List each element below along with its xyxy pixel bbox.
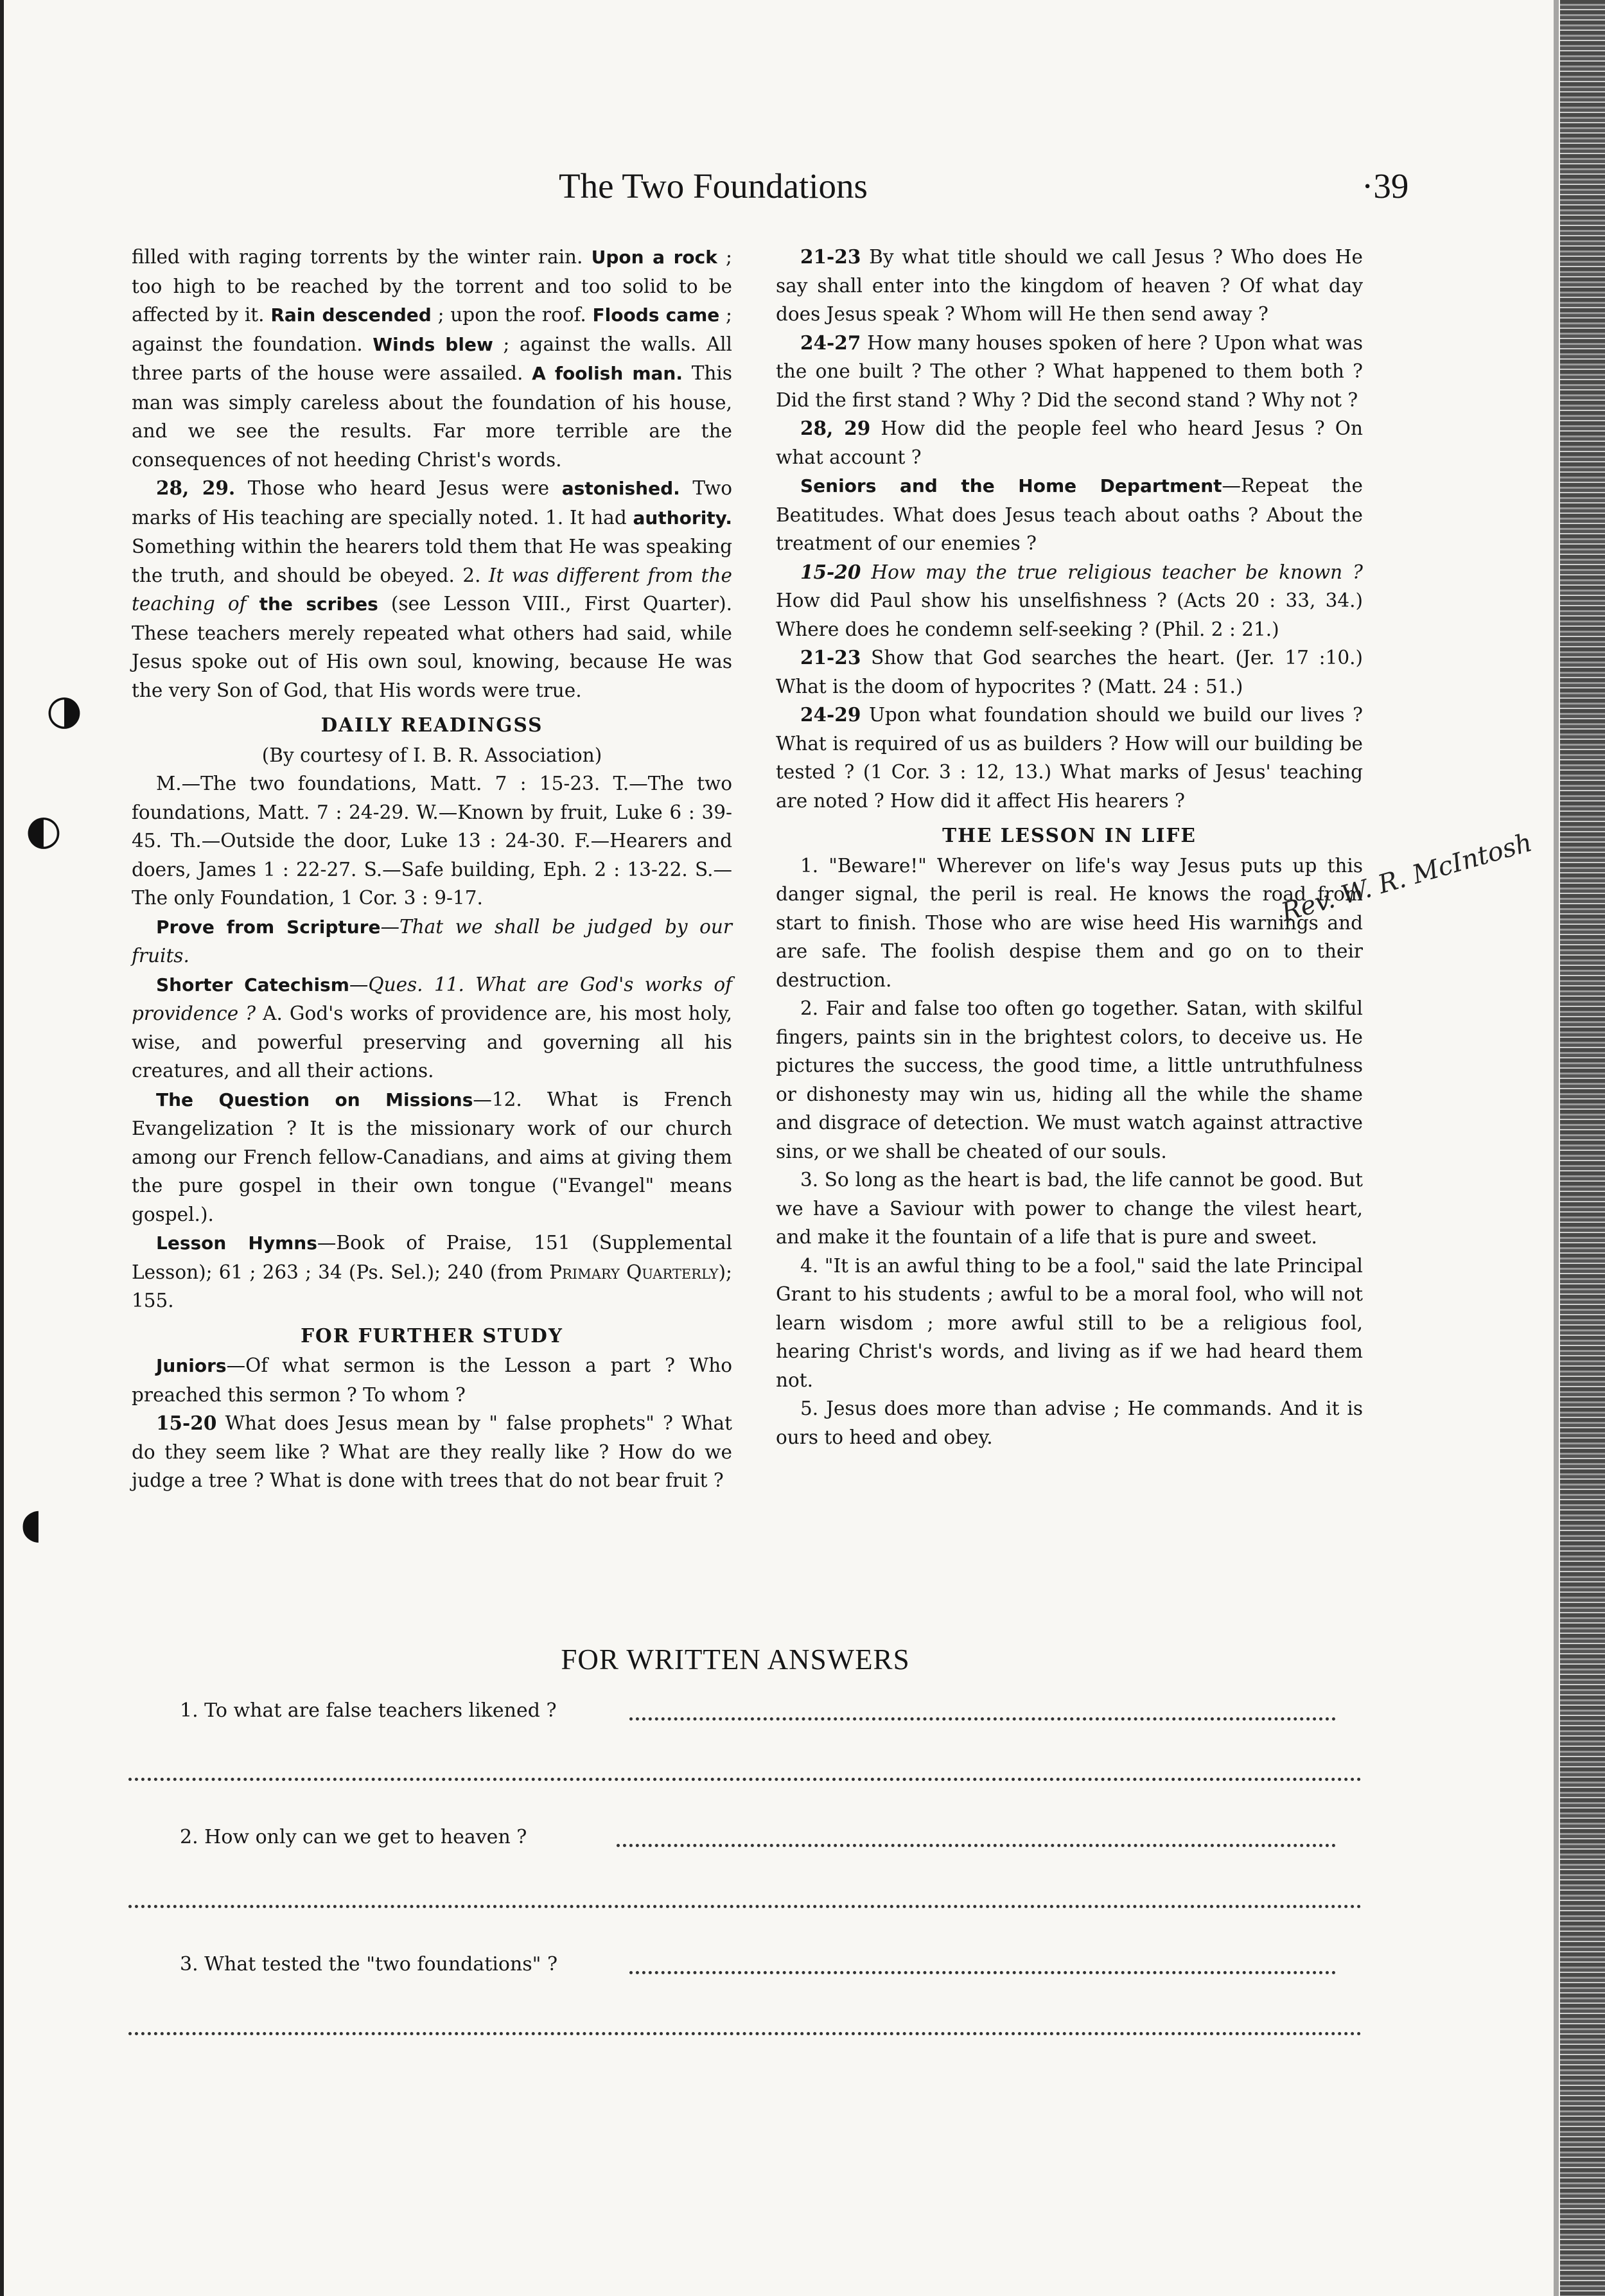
verse-number: 28, 29.	[156, 477, 236, 499]
prove-from-scripture	[132, 913, 732, 970]
question-15-20	[132, 1409, 732, 1495]
text: ; against the walls. All three parts of the house were assailed.	[132, 333, 732, 384]
text: —Of what sermon is the Lesson a part ? Who preached this sermon ? To whom ?	[132, 1354, 732, 1406]
text: ; upon the roof.	[431, 304, 593, 326]
binding-shadow	[1554, 0, 1559, 2296]
left-column	[132, 243, 732, 1495]
senior-question-21-23	[776, 644, 1363, 701]
verse-number: 15-20	[800, 560, 861, 583]
answer-line[interactable]	[617, 1844, 1336, 1847]
lesson-hymns	[132, 1229, 732, 1315]
small-caps-text: Primary Quarterly	[549, 1261, 719, 1283]
question-on-missions	[132, 1085, 732, 1229]
lesson-point-1: 1. "Beware!" Wherever on life's way Jesus puts up this danger signal, the peril is real. He knows the road from start to finish. Those who are wise heed His warnings and are safe. The foolish despise them and go on to their destruction.	[776, 854, 1363, 991]
text: Two marks of His teaching are specially noted. 1. It had	[132, 477, 733, 529]
written-answers-heading: FOR WRITTEN ANSWERS	[561, 1643, 910, 1676]
text: —12. What is French Evangelization ? It is the missionary work of our church among our French fellow-Canadians, and aims at giving them the pure gospel in their own tongue ("Evangel" means gospel.).	[132, 1088, 732, 1225]
page-title: The Two Foundations	[559, 166, 868, 206]
keyword: astonished.	[561, 478, 680, 499]
lesson-point-3: 3. So long as the heart is bad, the life cannot be good. But we have a Saviour with power to change the vilest heart, and make it the fountain of a life that is pure and sweet.	[776, 1169, 1363, 1248]
shorter-catechism	[132, 970, 732, 1085]
senior-question-15-20	[776, 558, 1363, 644]
question-text: What are God's works of providence ?	[132, 973, 732, 1024]
running-head	[128, 166, 1413, 217]
written-question-3: 3. What tested the "two foundations" ?	[180, 1953, 558, 1976]
page-left-edge	[0, 0, 4, 2296]
text: How did Paul show his unselfishness ? (Acts 20 : 33, 34.) Where does he condemn self-seeking ? (Phil. 2 : 21.)	[776, 590, 1363, 640]
italic-text: —That we shall be judged by our fruits.	[132, 915, 732, 967]
text: ; too high to be reached by the torrent and too solid to be affected by it.	[132, 246, 732, 326]
section-label: Shorter Catechism	[156, 974, 349, 995]
juniors-questions	[132, 1351, 732, 1409]
text: What does Jesus mean by " false prophets" ? What do they seem like ? What are they really like ? How do we judge a tree ? What is done with trees that do not bear fruit ?	[132, 1412, 732, 1491]
handwritten-signature: Rev. W. R. McIntosh	[1278, 827, 1536, 928]
paragraph-astonished	[132, 474, 732, 705]
paragraph-upon-a-rock	[132, 243, 732, 474]
keyword: Upon a rock	[591, 247, 717, 268]
section-label: The Question on Missions	[156, 1089, 473, 1110]
keyword: Rain descended	[270, 304, 432, 326]
section-label: Lesson Hymns	[156, 1232, 317, 1254]
answer-line[interactable]	[629, 1971, 1336, 1974]
text: By what title should we call Jesus ? Who does He say shall enter into the kingdom of heaven ? Of what day does Jesus speak ? Whom will He then send away ?	[776, 246, 1363, 325]
daily-readings-text: M.—The two foundations, Matt. 7 : 15-23. T.—The two foundations, Matt. 7 : 24-29. W.—Known by fruit, Luke 6 : 39-45. Th.—Outside the door, Luke 13 : 24-30. F.—Hearers and doers, James 1 : 22-27. S.—Safe building, Eph. 2 : 13-22. S.—The only Foundation, 1 Cor. 3 : 9-17.	[132, 773, 732, 909]
seniors-home-department	[776, 471, 1363, 558]
keyword: the scribes	[259, 593, 378, 615]
text: ); 155.	[132, 1261, 732, 1311]
written-question-2: 2. How only can we get to heaven ?	[180, 1826, 527, 1848]
right-column	[776, 243, 1363, 1451]
section-label: Prove from Scripture	[156, 916, 381, 938]
verse-number: 21-23	[800, 245, 861, 268]
text: ; against the foundation.	[132, 304, 732, 355]
verse-number: 28, 29	[800, 417, 871, 439]
daily-readings-courtesy: (By courtesy of I. B. R. Association)	[261, 744, 602, 766]
text: filled with raging torrents by the winter rain.	[132, 246, 592, 268]
page-number: ·39	[1362, 166, 1409, 206]
section-label: Juniors	[156, 1355, 227, 1376]
section-label: Seniors and the Home Department	[800, 475, 1222, 496]
question-21-23	[776, 243, 1363, 329]
text: This man was simply careless about the foundation of his house, and we see the results. Far more terrible are the consequences of not heeding Christ's words.	[132, 362, 732, 471]
answer-line[interactable]	[128, 2032, 1362, 2035]
keyword: Floods came	[592, 304, 720, 326]
keyword: authority.	[633, 507, 732, 529]
keyword: Winds blew	[373, 333, 493, 355]
text: Something within the hearers told them that He was speaking the truth, and should be obeyed. 2.	[132, 536, 732, 586]
senior-question-24-29	[776, 701, 1363, 815]
verse-number: 24-27	[800, 331, 861, 354]
answer-line[interactable]	[128, 1905, 1362, 1908]
written-answers-section	[128, 1643, 1381, 1976]
question-28-29	[776, 414, 1363, 471]
written-question-1: 1. To what are false teachers likened ?	[180, 1699, 557, 1722]
further-study-heading: FOR FURTHER STUDY	[301, 1324, 563, 1347]
text: Show that God searches the heart. (Jer. 17 :10.) What is the doom of hypocrites ? (Matt. 24 : 51.)	[776, 647, 1363, 697]
text: —Book of Praise, 151 (Supplemental Lesson); 61 ; 263 ; 34 (Ps. Sel.); 240 (from	[132, 1232, 733, 1283]
question-ref: —Ques. 11.	[349, 973, 464, 995]
italic-text: It was different from the teaching of	[132, 564, 732, 615]
lesson-point-2: 2. Fair and false too often go together. Satan, with skilful fingers, paints sin in the brightest colors, to deceive us. He pictures the success, the good time, a little untruthfulness or dishonesty may win us, hiding all the while the shame and disgrace of detection. We must watch against attractive sins, or we shall be cheated of our souls.	[776, 997, 1363, 1162]
binding-edge	[1560, 0, 1605, 2296]
keyword: A foolish man.	[532, 363, 683, 384]
daily-readings-heading: DAILY READINGSS	[320, 714, 543, 736]
text: Upon what foundation should we build our lives ? What is required of us as builders ? How will our building be tested ? (1 Cor. 3 : 12, 13.) What marks of Jesus' teaching are noted ? How did it affect His hearers ?	[776, 704, 1363, 812]
margin-mark-icon: ◑	[46, 686, 82, 734]
text: How many houses spoken of here ? Upon what was the one built ? The other ? What happened to them both ? Did the first stand ? Why ? Did the second stand ? Why not ?	[776, 331, 1363, 411]
text: Those who heard Jesus were	[235, 477, 562, 499]
answer-text: A. God's works of providence are, his most holy, wise, and powerful preserving and governing all his creatures, and all their actions.	[132, 1003, 732, 1082]
text: —Repeat the Beatitudes. What does Jesus teach about oaths ? About the treatment of our enemies ?	[776, 475, 1363, 554]
italic-text: How may the true religious teacher be known ?	[861, 561, 1363, 583]
lesson-point-5: 5. Jesus does more than advise ; He commands. And it is ours to heed and obey.	[776, 1398, 1363, 1448]
margin-mark-icon: ◐	[26, 806, 62, 854]
lesson-in-life-heading: THE LESSON IN LIFE	[942, 824, 1197, 846]
text	[247, 593, 259, 615]
answer-line[interactable]	[128, 1778, 1362, 1781]
verse-number: 15-20	[156, 1412, 217, 1434]
verse-number: 24-29	[800, 703, 861, 726]
verse-number: 21-23	[800, 646, 861, 669]
margin-mark-icon: ◖	[21, 1500, 42, 1548]
lesson-point-4: 4. "It is an awful thing to be a fool," said the late Principal Grant to his students ; awful to be a moral fool, who will not learn wisdom ; more awful still to be a religious fool, hearing Christ's words, and living as if we had heard them not.	[776, 1254, 1363, 1391]
text: (see Lesson VIII., First Quarter). These teachers merely repeated what others had said, while Jesus spoke out of His own soul, knowing, because He was the very Son of God, that His words were true.	[132, 593, 733, 701]
question-24-27	[776, 329, 1363, 415]
text: How did the people feel who heard Jesus ? On what account ?	[776, 417, 1363, 468]
answer-line[interactable]	[629, 1717, 1336, 1721]
